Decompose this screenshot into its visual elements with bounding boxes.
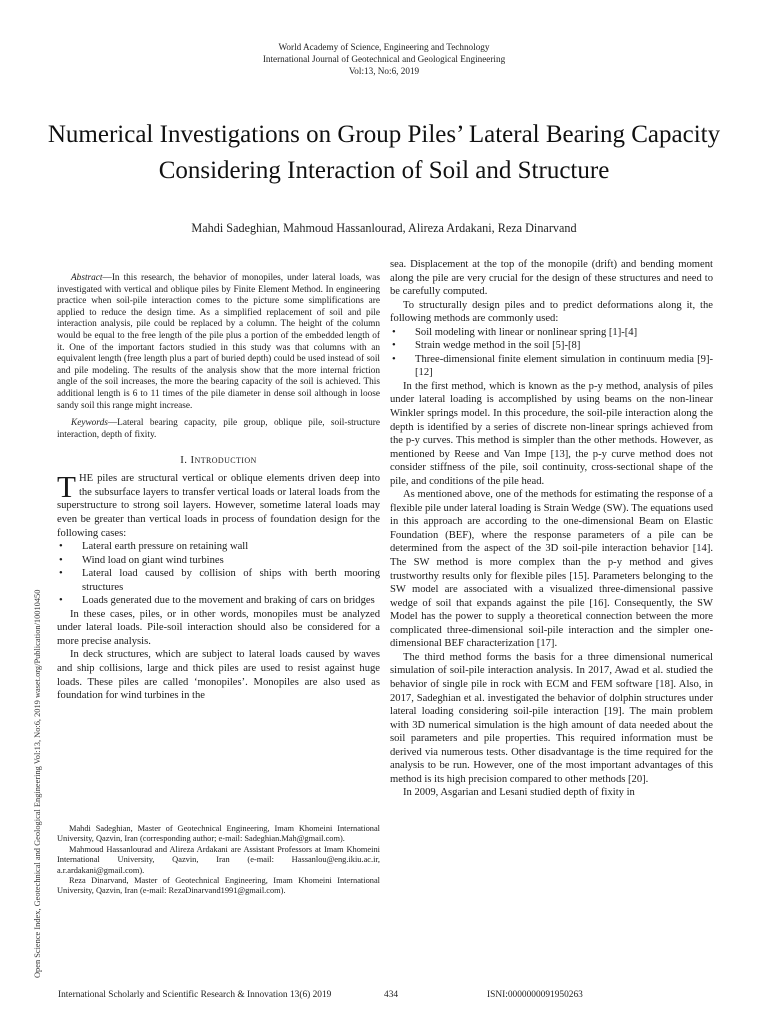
abstract (57, 273, 380, 412)
keywords-label: Keywords (71, 418, 108, 429)
bullet-icon: • (392, 326, 396, 338)
journal-volume: Vol:13, No:6, 2019 (348, 66, 420, 76)
list-item: • Loads generated due to the movement and braking of cars on bridges (59, 595, 375, 607)
journal-publisher: World Academy of Science, Engineering and Technology (278, 42, 490, 52)
bullet-icon: • (59, 554, 63, 566)
list-item: • Lateral earth pressure on retaining wall (59, 541, 249, 553)
author-footnotes (57, 824, 380, 897)
intro-paragraph-3: In deck structures, which are subject to lateral loads caused by waves and ship collisions, large and thick piles are used to resist against huge loads. These piles are called ‘monopiles’. Monopiles are also used as foundation for wind turbines in the (57, 649, 380, 702)
footer-journal: International Scholarly and Scientific Research & Innovation 13(6) 2019 (58, 990, 332, 1000)
list-item: • Three-dimensional finite element simulation in continuum media [9]-[12] (392, 353, 713, 379)
bullet-icon: • (59, 568, 63, 580)
bullet-icon: • (392, 353, 396, 365)
right-paragraph-2: To structurally design piles and to predict deformations along it, the following methods are commonly used: (390, 299, 713, 325)
journal-header (0, 41, 768, 77)
footnote: Mahdi Sadeghian, Master of Geotechnical Engineering, Imam Khomeini International University, Qazvin, Iran (corresponding author; e-mail: Sadeghian.Mah@gmail.com). (57, 824, 380, 844)
list-item: • Strain wedge method in the soil [5]-[8] (392, 340, 581, 352)
page-number: 434 (384, 990, 399, 1000)
footnote: Mahmoud Hassanlourad and Alireza Ardakani are Assistant Professors at Imam Khomeini International University, Qazvin, Iran (e-mail: Hassanlou@eng.ikiu.ac.ir, a.r.ardakani@gmail.com). (57, 844, 380, 875)
bullet-icon: • (392, 340, 396, 352)
section-heading (57, 454, 380, 466)
list-item: • Lateral load caused by collision of ships with berth mooring structures (59, 568, 380, 593)
methods-list (390, 326, 713, 380)
load-cases-list (57, 540, 380, 608)
intro-paragraph-1: THE piles are structural vertical or oblique elements driven deep into the subsurface layers to transfer vertical loads or lateral loads from the superstructure to strong soil layers. However, sometime lateral loads may even be greater than vertical loads in process of foundation design for the following cases: (57, 469, 380, 539)
right-paragraph-4: As mentioned above, one of the methods for estimating the response of a flexible pile under lateral loading is Strain Wedge (SW). The equations used in this approach are according to the one-dimensional Beam on Elastic Foundation (BEF), where the response parameters of a pile can be determined from the aspect of the 3D soil-pile interaction behavior [14]. The SW method is more complex than the p-y method and gives trustworthy results only for flexible piles [15]. Parameters belonging to the SW model are associated with a visualized three-dimensional passive wedge of soil that expands against the pile [16]. Consequently, the SW Model has the power to supply a theoretical connection between the more complicated three-dimensional soil-pile interaction and the simpler one-dimensional BEF characterization [17]. (390, 489, 713, 650)
drop-cap: T (57, 469, 76, 505)
section-number: I. (180, 454, 188, 467)
keywords-text: —Lateral bearing capacity, pile group, oblique pile, soil-structure interaction, depth of fixity. (57, 418, 380, 440)
right-paragraph-5: The third method forms the basis for a three dimensional numerical simulation of soil-pile interaction analysis. In 2017, Awad et al. studied the behavior of single pile in rock with ECM and FEM software [18]. Also, in 2017, Sadeghian et al. investigated the behavior of dolphin structures under lateral loading considering soil-pile interaction [19]. The main problem with 3D numerical simulation is the high amount of data needed about the soil parameters and pile properties. This required information must be derived via numerous tests. Other disadvantage is the time required for the analysis to be run. However, one of the most important advantages of this method is its high precision compared to other methods [20]. (390, 651, 713, 785)
footer-isni: ISNI:0000000091950263 (487, 990, 583, 1000)
left-column (57, 258, 380, 703)
right-paragraph-1: sea. Displacement at the top of the monopile (drift) and bending moment along the pile are very crucial for the design of these structures and need to be carefully computed. (390, 259, 713, 298)
abstract-text: —In this research, the behavior of monopiles, under lateral loads, was investigated with vertical and oblique piles by Finite Element Method. In engineering practice when soil-pile interaction comes to the picture some simplifications are applied to reduce the design time. As a simplified replacement of soil and pile interaction analysis, pile could be replaced by a column. The height of the column would be equal to the free length of the pile plus a portion of the embedded length of it. One of the important factors studied in this study was that columns with an equivalent length (free length plus a part of buried depth) could be used instead of soil and pile modeling. The results of the analysis show that the more internal friction angle of the soil increases, the more the bearing capacity of the soil is achieved. This additional length is 6 to 11 times of the pile diameter in dense soil although in loose sandy soil this range might increase. (57, 273, 380, 411)
footnote: Reza Dinarvand, Master of Geotechnical Engineering, Imam Khomeini International University, Qazvin, Iran (e-mail: RezaDinarvand1991@gmail.com). (57, 876, 380, 896)
journal-name: International Journal of Geotechnical and Geological Engineering (262, 54, 506, 64)
abstract-label: Abstract (71, 273, 103, 283)
list-item: • Wind load on giant wind turbines (59, 554, 224, 566)
right-column (390, 258, 713, 800)
bullet-icon: • (59, 595, 63, 607)
keywords (57, 418, 380, 441)
list-item: • Soil modeling with linear or nonlinear spring [1]-[4] (392, 326, 638, 338)
intro-paragraph-2: In these cases, piles, or in other words, monopiles must be analyzed under lateral loads. Pile-soil interaction should also be considered for a more precise analysis. (57, 608, 380, 647)
bullet-icon: • (59, 541, 63, 553)
side-index-text: Open Science Index, Geotechnical and Geological Engineering Vol:13, No:6, 2019 waset.org/Publication/10010450 (33, 589, 42, 978)
section-title: Introduction (190, 454, 257, 467)
right-paragraph-3: In the first method, which is known as the p-y method, analysis of piles under lateral loading is accomplished by using beams on the non-linear Winkler springs model. In this procedure, the soil-pile interaction along the depth is identified by a series of discrete non-linear springs achieved from the p-y curves. This method is simpler than the other methods. However, as mentioned by Reese and Van Impe [13], the p-y curve method does not consider stiffness of the pile, soil continuity, cross-sectional shape of the pile, and conditions of the pile head. (390, 380, 713, 487)
author-list: Mahdi Sadeghian, Mahmoud Hassanlourad, Alireza Ardakani, Reza Dinarvand (191, 221, 577, 235)
right-paragraph-6: In 2009, Asgarian and Lesani studied depth of fixity in (403, 787, 635, 799)
paper-title: Numerical Investigations on Group Piles’ Lateral Bearing Capacity Considering Interaction of Soil and Structure (47, 121, 721, 184)
